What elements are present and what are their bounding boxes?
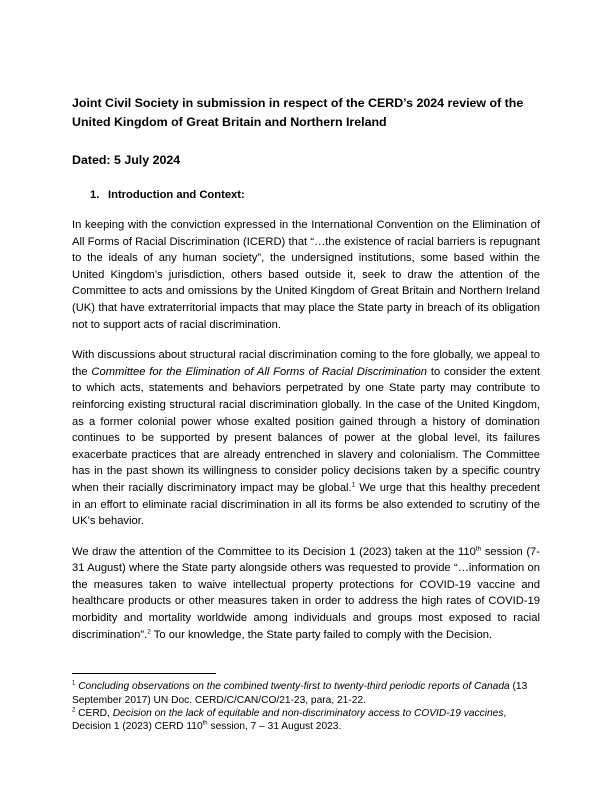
paragraph-3-text-b: session (7-31 August) where the State party alongside others was requested to provide “…information on the measures taken to waive intellectual property protections for COVID-19 vaccine and healthcare products or other measures taken in order to address the high rates of COVID-19 morbidity and mortality worldwide among individuals and groups most exposed to racial discrimination”. <box>72 545 540 641</box>
footnote-1-citation: (13 September 2017) UN Doc. CERD/C/CAN/CO/21-23, para, 21-22. <box>72 681 528 706</box>
ordinal-suffix: th <box>475 544 482 552</box>
footnote-2-number: 2 <box>72 707 76 714</box>
footnote-2-title: Decision on the lack of equitable and non-discriminatory access to COVID-19 vaccines <box>112 708 504 720</box>
footnote-ref-2[interactable]: 2 <box>147 627 151 635</box>
footnote-2 <box>72 707 540 734</box>
footnote-1-title: Concluding observations on the combined twenty-first to twenty-third periodic reports of Canada <box>78 681 510 693</box>
paragraph-1: In keeping with the conviction expressed in the International Convention on the Elimination of All Forms of Racial Discrimination (ICERD) that “…the existence of racial barriers is repugnant to the ideals of any human society”, the undersigned institutions, some based within the United Kingdom’s jurisdiction, others based outside it, seek to draw the attention of the Committee to acts and omissions by the United Kingdom of Great Britain and Northern Ireland (UK) that have extraterritorial impacts that may place the State party in breach of its obligation not to support acts of racial discrimination. <box>72 219 540 331</box>
document-date: Dated: 5 July 2024 <box>72 153 181 167</box>
paragraph-2-committee-name: Committee for the Elimination of All Forms of Racial Discrimination <box>91 365 428 378</box>
footnote-2-ordinal: th <box>202 721 208 728</box>
paragraph-3 <box>72 544 540 644</box>
footnote-2-text-a: CERD, <box>75 708 113 720</box>
paragraph-2-text-c: We urge that this healthy precedent in an effort to eliminate racial discrimination in all its forms be also extended to scrutiny of the UK’s behavior. <box>72 481 540 528</box>
footnote-2-text-c: session, 7 – 31 August 2023. <box>207 721 342 733</box>
footnote-2-text-b: , Decision 1 (2023) CERD 110 <box>72 708 507 733</box>
paragraph-3-text-a: We draw the attention of the Committee to its Decision 1 (2023) taken at the 110 <box>72 545 476 558</box>
footnote-divider <box>72 673 216 674</box>
footnote-ref-1[interactable]: 1 <box>351 481 356 489</box>
section-heading <box>90 187 540 204</box>
paragraph-2-text-b: to consider the extent to which acts, statements and behaviors perpetrated by one State party may contribute to reinforcing existing structural racial discrimination globally. In the case of the United Kingdom, as a former colonial power whose exalted position gained through a history of domination continues to be supported by present balances of power at the global level, its failures exacerbate practices that are already entrenched in slavery and colonialism. The Committee has in the past shown its willingness to consider policy decisions taken by a specific country when their racially discriminatory impact may be global. <box>72 365 540 494</box>
section-number: 1. <box>90 189 100 201</box>
paragraph-3-text-c: To our knowledge, the State party failed to comply with the Decision. <box>150 628 493 641</box>
section-title: Introduction and Context: <box>108 189 245 201</box>
document-title: Joint Civil Society in submission in respect of the CERD’s 2024 review of the United Kingdom of Great Britain and Northern Ireland <box>72 96 524 129</box>
footnote-1-number: 1 <box>72 680 76 687</box>
paragraph-2 <box>72 347 540 530</box>
paragraph-2-text-a: With discussions about structural racial discrimination coming to the fore globally, we appeal to the <box>72 349 540 378</box>
footnotes <box>72 680 540 734</box>
document-page <box>72 94 540 734</box>
footnote-1 <box>72 680 540 707</box>
